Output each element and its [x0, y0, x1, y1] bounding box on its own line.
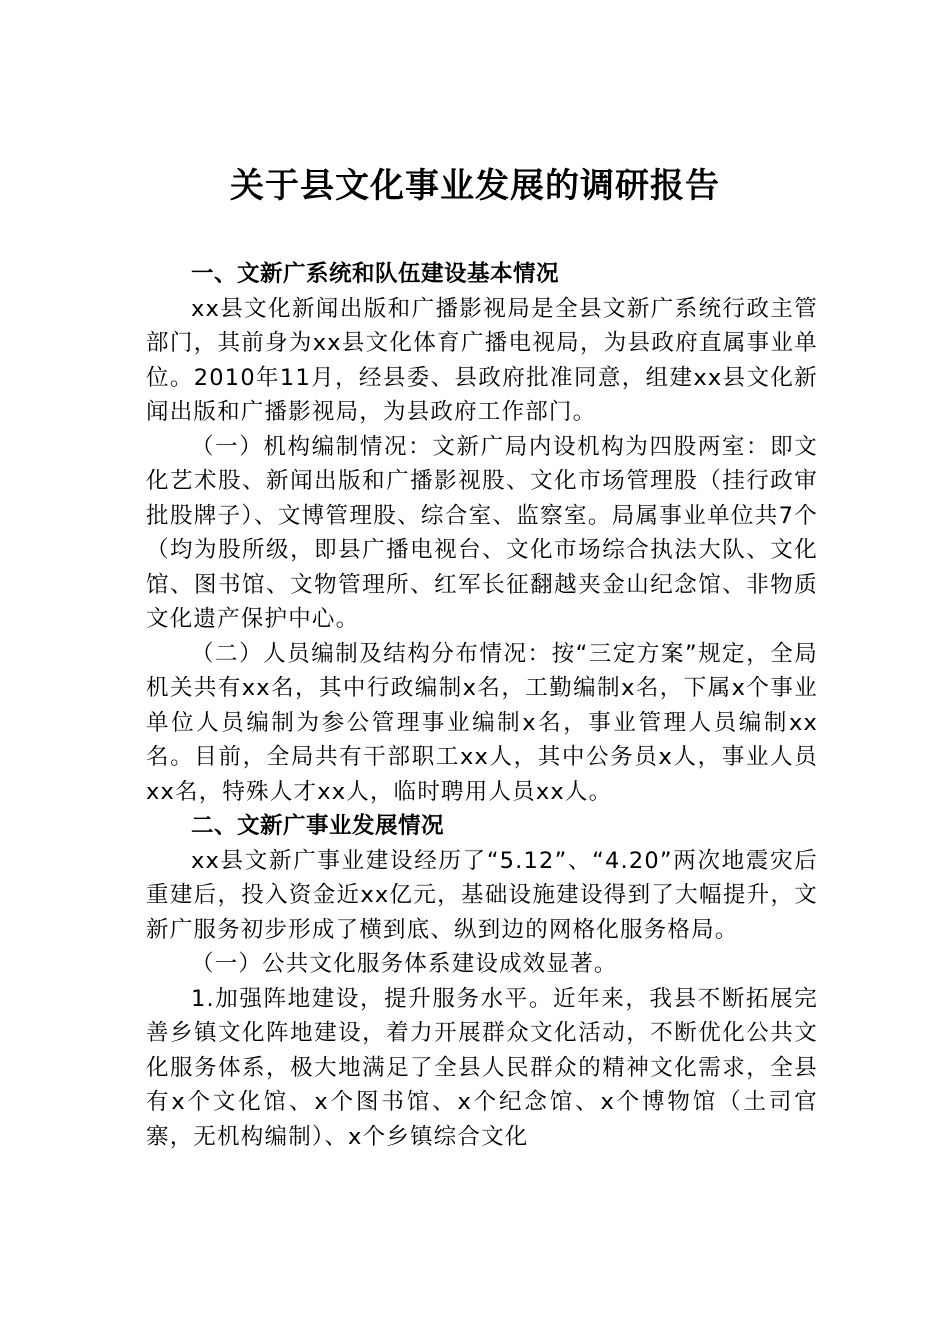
section-heading-1: 一、文新广系统和队伍建设基本情况: [191, 261, 560, 287]
body-paragraph: 1.加强阵地建设，提升服务水平。近年来，我县不断拓展完善乡镇文化阵地建设，着力开展群众文化活动，不断优化公共文化服务体系，极大地满足了全县人民群众的精神文化需求，全县有x个文化馆、x个图书馆、x个纪念馆、x个博物馆（土司官寨，无机构编制）、x个乡镇综合文化: [146, 985, 818, 1150]
body-paragraph: （二）人员编制及结构分布情况：按“三定方案”规定，全局机关共有xx名，其中行政编制x名，工勤编制x名，下属x个事业单位人员编制为参公管理事业编制x名，事业管理人员编制xx名。目前，全局共有干部职工xx人，其中公务员x人，事业人员xx名，特殊人才xx人，临时聘用人员xx人。: [146, 640, 818, 805]
body-paragraph: xx县文化新闻出版和广播影视局是全县文新广系统行政主管部门，其前身为xx县文化体育广播电视局，为县政府直属事业单位。2010年11月，经县委、县政府批准同意，组建xx县文化新闻出版和广播影视局，为县政府工作部门。: [146, 295, 818, 425]
subsection-heading: （一）公共文化服务体系建设成效显著。: [191, 951, 618, 977]
body-paragraph: （一）机构编制情况：文新广局内设机构为四股两室：即文化艺术股、新闻出版和广播影视股、文化市场管理股（挂行政审批股牌子）、文博管理股、综合室、监察室。局属事业单位共7个（均为股所级，即县广播电视台、文化市场综合执法大队、文化馆、图书馆、文物管理所、红军长征翻越夹金山纪念馆、非物质文化遗产保护中心。: [146, 433, 818, 632]
body-paragraph: xx县文新广事业建设经历了“5.12”、“4.20”两次地震灾后重建后，投入资金近xx亿元，基础设施建设得到了大幅提升，文新广服务初步形成了横到底、纵到边的网格化服务格局。: [146, 847, 818, 943]
document-title: 关于县文化事业发展的调研报告: [230, 166, 720, 206]
section-heading-2: 二、文新广事业发展情况: [191, 813, 445, 839]
document-body: [146, 257, 818, 1154]
